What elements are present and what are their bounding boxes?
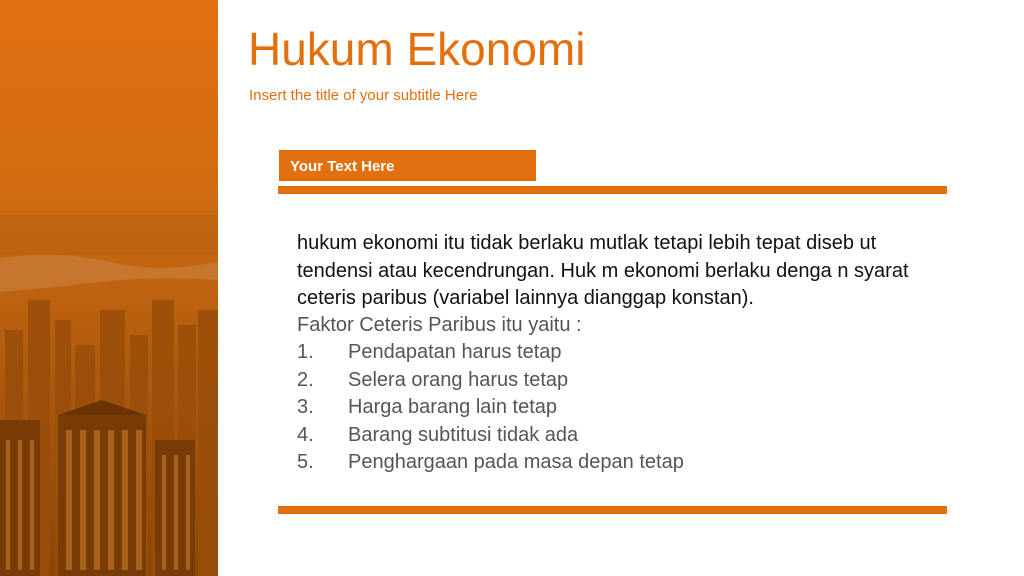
- text-label: Your Text Here: [290, 158, 395, 175]
- list-item-number: 1.: [297, 341, 314, 363]
- list-item-text: Harga barang lain tetap: [348, 396, 558, 418]
- list-item-number: 4.: [297, 423, 314, 446]
- body-text: [297, 230, 947, 313]
- bottom-divider: [278, 506, 947, 514]
- slide-title: Hukum Ekonomi: [248, 23, 586, 75]
- city-skyline-image: [0, 0, 218, 576]
- list-item: [297, 422, 684, 450]
- list-item: [297, 394, 684, 422]
- list-item: [297, 367, 684, 395]
- body-paragraph: hukum ekonomi itu tidak berlaku mutlak tetapi lebih tepat diseb ut tendensi atau kecendrungan. Huk m ekonomi berlaku denga n syarat ceteris paribus (variabel lainnya dianggap konstan).: [297, 232, 909, 309]
- list-item-text: Penghargaan pada masa depan tetap: [348, 451, 684, 473]
- list-item-number: 5.: [297, 451, 314, 473]
- text-label-box: [279, 150, 536, 181]
- list-item-number: 2.: [297, 368, 314, 391]
- factor-list: [297, 339, 684, 477]
- slide-subtitle: Insert the title of your subtitle Here: [249, 87, 478, 104]
- top-divider: [278, 186, 947, 194]
- list-item-text: Selera orang harus tetap: [348, 368, 569, 391]
- city-skyline-illustration: [0, 0, 218, 576]
- list-item-text: Barang subtitusi tidak ada: [348, 423, 579, 446]
- list-item-number: 3.: [297, 396, 314, 418]
- list-item: [297, 449, 684, 477]
- list-item: [297, 339, 684, 367]
- list-intro: Faktor Ceteris Paribus itu yaitu :: [297, 314, 582, 336]
- list-item-text: Pendapatan harus tetap: [348, 341, 562, 363]
